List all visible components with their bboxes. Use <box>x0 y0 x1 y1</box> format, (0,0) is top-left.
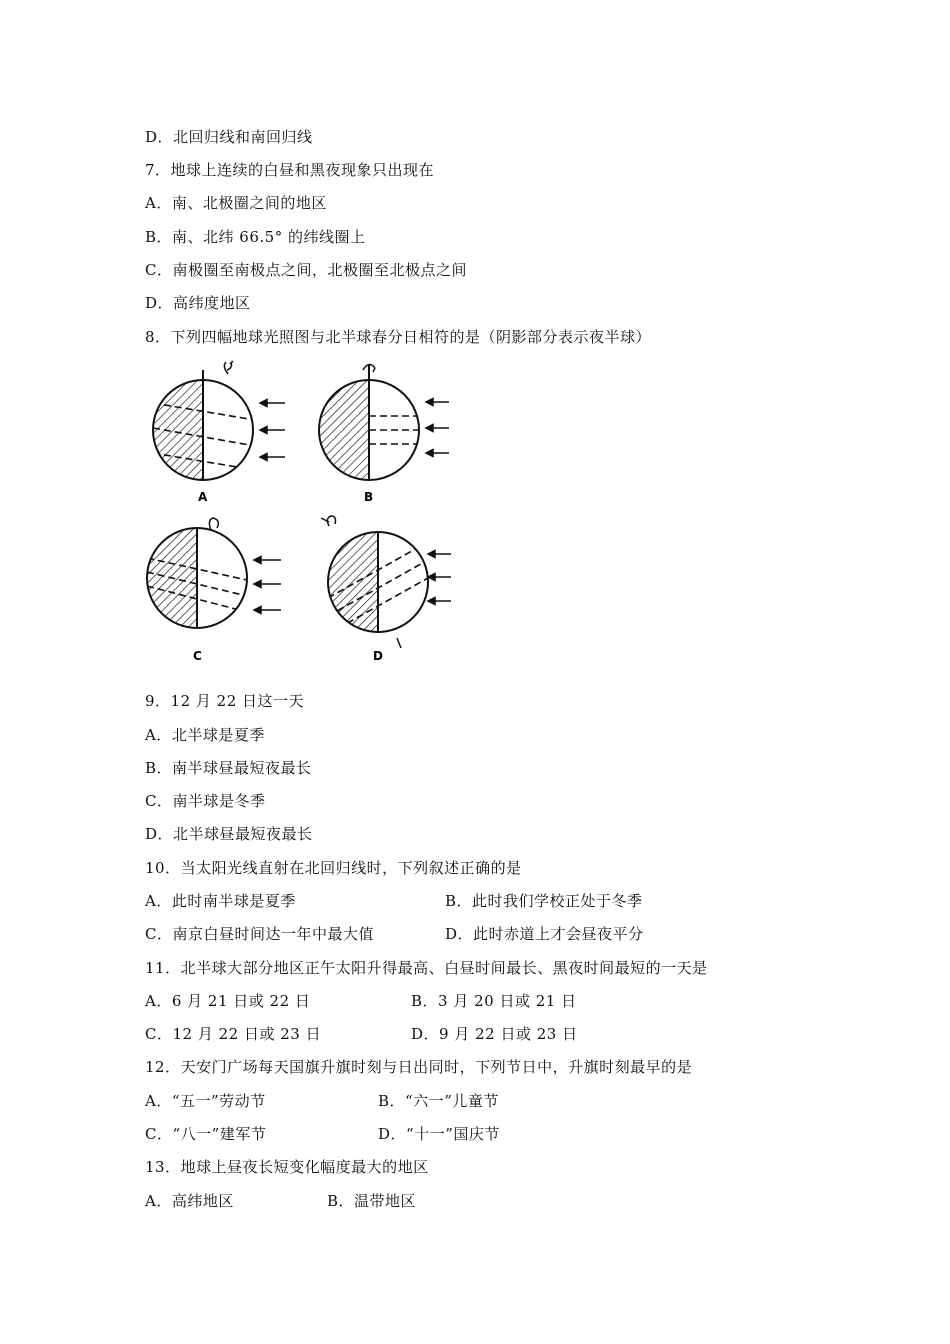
q12-row-1 <box>145 1091 499 1111</box>
q10-option-d: D．此时赤道上才会昼夜平分 <box>445 925 644 943</box>
q13-row-1 <box>145 1191 417 1211</box>
q6-option-d: D．北回归线和南回归线 <box>145 128 313 146</box>
q7-stem: 7．地球上连续的白昼和黑夜现象只出现在 <box>145 161 435 179</box>
q9-option-d: D．北半球昼最短夜最长 <box>145 825 313 843</box>
q12-row-2 <box>145 1124 500 1144</box>
q11-option-b: B．3 月 20 日或 21 日 <box>411 992 577 1010</box>
figure-label-a: A <box>198 490 208 504</box>
q11-row-2 <box>145 1024 578 1044</box>
q10-option-b: B．此时我们学校正处于冬季 <box>445 892 643 910</box>
q7-option-a: A．南、北极圈之间的地区 <box>145 194 327 212</box>
q11-row-1 <box>145 991 577 1011</box>
globe-a <box>143 358 285 498</box>
q11-option-a: A．6 月 21 日或 22 日 <box>145 992 311 1010</box>
q10-stem: 10．当太阳光线直射在北回归线时，下列叙述正确的是 <box>145 859 522 877</box>
q12-option-d: D．“十一”国庆节 <box>378 1125 500 1143</box>
q9-stem: 9．12 月 22 日这一天 <box>145 692 305 710</box>
q12-option-a: A．“五一”劳动节 <box>145 1092 266 1110</box>
globe-b <box>313 358 449 498</box>
q13-stem: 13．地球上昼夜长短变化幅度最大的地区 <box>145 1158 429 1176</box>
q9-option-a: A．北半球是夏季 <box>145 726 265 744</box>
q10-row-1 <box>145 891 643 911</box>
q11-option-d: D．9 月 22 日或 23 日 <box>411 1025 578 1043</box>
q10-row-2 <box>145 924 644 944</box>
q8-stem: 8．下列四幅地球光照图与北半球春分日相符的是（阴影部分表示夜半球） <box>145 328 652 346</box>
globe-d <box>321 516 451 648</box>
figure-label-b: B <box>364 490 374 504</box>
q13-option-b: B．温带地区 <box>327 1192 417 1210</box>
q13-option-a: A．高纬地区 <box>145 1192 234 1210</box>
q9-option-b: B．南半球昼最短夜最长 <box>145 759 312 777</box>
q7-option-c: C．南极圈至南极点之间，北极圈至北极点之间 <box>145 261 467 279</box>
q12-option-b: B．“六一”儿童节 <box>378 1092 499 1110</box>
earth-illumination-figure <box>143 358 453 670</box>
figure-label-c: C <box>193 649 202 663</box>
q9-option-c: C．南半球是冬季 <box>145 792 266 810</box>
q10-option-a: A．此时南半球是夏季 <box>145 892 296 910</box>
q12-stem: 12．天安门广场每天国旗升旗时刻与日出同时，下列节日中，升旗时刻最早的是 <box>145 1058 693 1076</box>
figure-label-d: D <box>373 649 383 663</box>
q7-option-d: D．高纬度地区 <box>145 294 251 312</box>
q12-option-c: C．“八一”建军节 <box>145 1125 267 1143</box>
q10-option-c: C．南京白昼时间达一年中最大值 <box>145 925 374 943</box>
q11-stem: 11．北半球大部分地区正午太阳升得最高、白昼时间最长、黑夜时间最短的一天是 <box>145 959 708 977</box>
q11-option-c: C．12 月 22 日或 23 日 <box>145 1025 322 1043</box>
globe-c <box>143 518 281 638</box>
q7-option-b: B．南、北纬 66.5° 的纬线圈上 <box>145 228 366 246</box>
